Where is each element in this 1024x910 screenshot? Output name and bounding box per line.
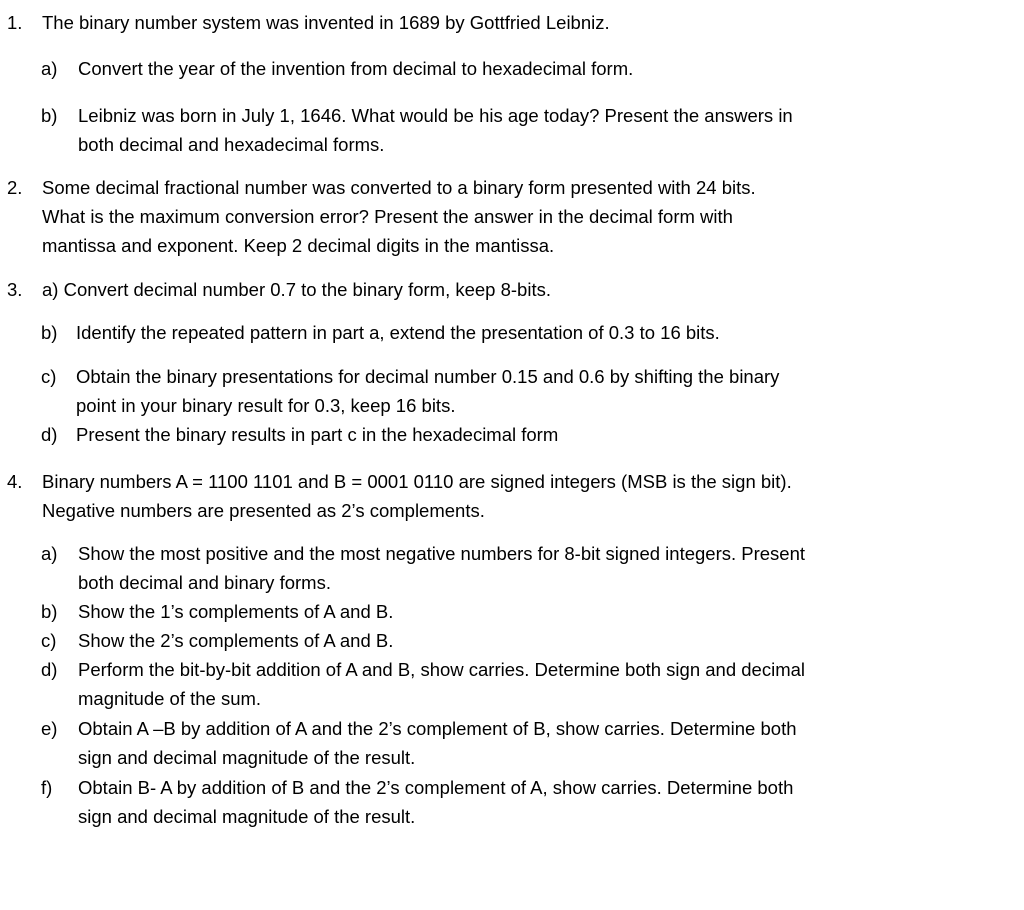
part-text — [78, 539, 908, 597]
part-line: point in your binary result for 0.3, keep 16 bits. — [76, 395, 456, 416]
part-line: Obtain A –B by addition of A and the 2’s complement of B, show carries. Determine both — [78, 718, 797, 739]
part-label: b) — [41, 105, 58, 126]
part-label: b) — [41, 322, 58, 343]
question-line: Some decimal fractional number was converted to a binary form presented with 24 bits. — [42, 177, 756, 198]
question-line: mantissa and exponent. Keep 2 decimal digits in the mantissa. — [42, 235, 555, 256]
part-line: Show the 2’s complements of A and B. — [78, 630, 394, 651]
part-text — [76, 362, 906, 420]
question-line: a) Convert decimal number 0.7 to the binary form, keep 8-bits. — [42, 279, 551, 300]
part-label: c) — [41, 366, 57, 387]
part-line: magnitude of the sum. — [78, 688, 262, 709]
part-text — [76, 420, 906, 449]
part-line: sign and decimal magnitude of the result. — [78, 806, 416, 827]
part-line: sign and decimal magnitude of the result. — [78, 747, 416, 768]
part-label: a) — [41, 543, 58, 564]
question-number: 4. — [7, 471, 23, 492]
part-line: Obtain B- A by addition of B and the 2’s complement of A, show carries. Determine both — [78, 777, 794, 798]
question-line: What is the maximum conversion error? Present the answer in the decimal form with — [42, 206, 733, 227]
question-line: Binary numbers A = 1100 1101 and B = 0001 0110 are signed integers (MSB is the sign bit). — [42, 471, 792, 492]
question-line: The binary number system was invented in 1689 by Gottfried Leibniz. — [42, 12, 610, 33]
part-line: Show the most positive and the most negative numbers for 8-bit signed integers. Present — [78, 543, 806, 564]
part-text — [78, 773, 908, 831]
part-line: Perform the bit-by-bit addition of A and B, show carries. Determine both sign and decimal — [78, 659, 806, 680]
part-text — [78, 655, 908, 713]
question-number: 2. — [7, 177, 23, 198]
question-text — [42, 275, 892, 304]
part-label: d) — [41, 424, 58, 445]
part-text — [78, 626, 908, 655]
part-text — [78, 101, 908, 159]
part-line: Identify the repeated pattern in part a, extend the presentation of 0.3 to 16 bits. — [76, 322, 720, 343]
question-text — [42, 173, 892, 260]
part-label: e) — [41, 718, 58, 739]
part-line: Show the 1’s complements of A and B. — [78, 601, 394, 622]
question-line: Negative numbers are presented as 2’s complements. — [42, 500, 485, 521]
part-text — [78, 54, 908, 83]
part-label: c) — [41, 630, 57, 651]
part-line: Obtain the binary presentations for decimal number 0.15 and 0.6 by shifting the binary — [76, 366, 780, 387]
part-line: both decimal and binary forms. — [78, 572, 331, 593]
question-text — [42, 8, 892, 37]
part-label: d) — [41, 659, 58, 680]
question-number: 1. — [7, 12, 23, 33]
question-text — [42, 467, 892, 525]
question-number: 3. — [7, 279, 23, 300]
part-line: Present the binary results in part c in the hexadecimal form — [76, 424, 559, 445]
part-label: b) — [41, 601, 58, 622]
part-text — [78, 597, 908, 626]
part-text — [76, 318, 906, 347]
part-line: both decimal and hexadecimal forms. — [78, 134, 385, 155]
part-line: Leibniz was born in July 1, 1646. What would be his age today? Present the answers in — [78, 105, 793, 126]
part-text — [78, 714, 908, 772]
part-label: f) — [41, 777, 53, 798]
part-line: Convert the year of the invention from decimal to hexadecimal form. — [78, 58, 634, 79]
part-label: a) — [41, 58, 58, 79]
